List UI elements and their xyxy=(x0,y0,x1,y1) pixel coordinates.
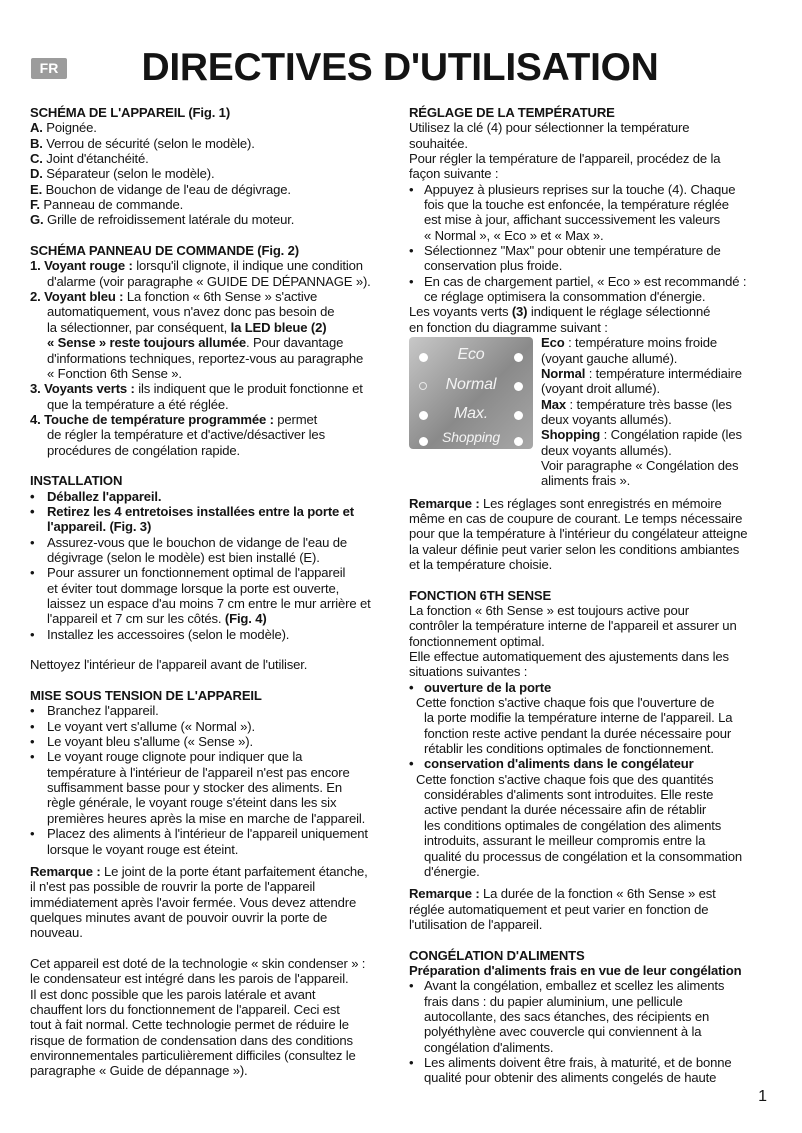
bullet-item: • Avant la congélation, emballez et scellez les aliments xyxy=(409,978,725,994)
bullet-cont: Cette fonction s'active chaque fois que des quantités xyxy=(416,771,714,787)
legend-item-cont: aliments frais ». xyxy=(541,473,631,489)
bullet-cont: la porte modifie la température interne de l'appareil. La xyxy=(424,710,733,726)
power-on-section xyxy=(30,688,396,1079)
remark-line: nouveau. xyxy=(30,925,83,941)
legend-item: Max : température très basse (les xyxy=(541,396,732,412)
right-column xyxy=(409,105,774,1086)
temperature-diagram xyxy=(409,335,774,488)
list-item: 2. Voyant bleu : La fonction « 6th Sense » s'active xyxy=(30,289,318,305)
section-heading: CONGÉLATION D'ALIMENTS xyxy=(409,947,585,963)
legend-item: Normal : température intermédiaire xyxy=(541,365,742,381)
remark: Remarque : Le joint de la porte étant parfaitement étanche, xyxy=(30,863,368,879)
remark-line: même en cas de coupure de courant. Le temps nécessaire xyxy=(409,510,743,526)
remark: Remarque : Les réglages sont enregistrés en mémoire xyxy=(409,495,722,511)
bullet-icon: • xyxy=(30,718,35,734)
list-item-cont: « Fonction 6th Sense ». xyxy=(47,365,182,381)
remark-line: pour que la température à l'intérieur du congélateur atteigne xyxy=(409,526,748,542)
list-item-cont: la sélectionner, par conséquent, la LED bleue (2) xyxy=(47,319,327,335)
bullet-item: • Placez des aliments à l'intérieur de l'appareil uniquement xyxy=(30,826,368,842)
section-heading: SCHÉMA DE L'APPAREIL (Fig. 1) xyxy=(30,105,231,120)
bullet-icon: • xyxy=(30,626,35,642)
bullet-cont: lorsque le voyant rouge est éteint. xyxy=(47,841,239,857)
paragraph-line: chauffent lors du fonctionnement de l'appareil. Ceci est xyxy=(30,1001,340,1017)
remark-line: l'utilisation de l'appareil. xyxy=(409,916,543,932)
part-item: C. Joint d'étanchéité. xyxy=(30,151,149,167)
bullet-item: • Pour assurer un fonctionnement optimal de l'appareil xyxy=(30,565,346,581)
section-heading: FONCTION 6TH SENSE xyxy=(409,587,552,603)
paragraph-line: Cet appareil est doté de la technologie « skin condenser » : xyxy=(30,955,366,971)
bullet-cont: fonction reste active pendant la durée nécessaire pour xyxy=(424,725,732,741)
temperature-section xyxy=(409,105,774,572)
legend-item-cont: (voyant gauche allumé). xyxy=(541,350,678,366)
bullet-cont: considérables d'aliments sont introduites. Elle reste xyxy=(424,787,714,803)
paragraph-line: paragraphe « Guide de dépannage »). xyxy=(30,1063,248,1079)
list-item-cont: procédures de congélation rapide. xyxy=(47,442,241,458)
list-item-cont: automatiquement, vous n'avez donc pas besoin de xyxy=(47,304,335,320)
bullet-cont: rétablir les conditions optimales de fonctionnement. xyxy=(424,741,714,757)
part-item: D. Séparateur (selon le modèle). xyxy=(30,166,215,182)
paragraph-line: contrôler la température interne de l'appareil et assurer un xyxy=(409,618,737,634)
list-item-cont: d'informations techniques, reportez-vous au paragraphe xyxy=(47,350,364,366)
bullet-icon: • xyxy=(409,243,414,259)
remark-line: et la température choisie. xyxy=(409,556,553,572)
part-item: B. Verrou de sécurité (selon le modèle). xyxy=(30,135,255,151)
remark-line: la valeur définie peut varier selon les conditions ambiantes xyxy=(409,541,740,557)
remark-line: il n'est pas possible de rouvrir la porte de l'appareil xyxy=(30,879,315,895)
parts-list xyxy=(30,120,396,227)
bullet-item: • Retirez les 4 entretoises installées entre la porte et xyxy=(30,503,355,519)
panel-label-eco: Eco xyxy=(457,346,485,364)
bullet-cont: polyéthylène avec couvercle qui conviennent à la xyxy=(424,1024,702,1040)
diagram-legend xyxy=(541,335,774,488)
freezing-section xyxy=(409,948,774,1086)
appliance-diagram-section xyxy=(30,105,396,228)
list-item-cont: d'alarme (voir paragraphe « GUIDE DE DÉPANNAGE »). xyxy=(47,273,371,289)
paragraph-line: Il est donc possible que les parois latérale et avant xyxy=(30,986,316,1002)
part-item: G. Grille de refroidissement latérale du moteur. xyxy=(30,212,295,228)
remark-line: immédiatement après l'avoir fermée. Vous devez attendre xyxy=(30,894,357,910)
bullet-cont: Cette fonction s'active chaque fois que l'ouverture de xyxy=(416,695,715,711)
paragraph-line: Elle effectue automatiquement des ajustements dans les xyxy=(409,649,729,665)
legend-item: Eco : température moins froide xyxy=(541,335,717,351)
paragraph-line: Utilisez la clé (4) pour sélectionner la température xyxy=(409,120,690,136)
bullet-icon: • xyxy=(409,181,414,197)
bullet-icon: • xyxy=(30,749,35,765)
page-number: 1 xyxy=(758,1088,767,1105)
section-heading: RÉGLAGE DE LA TEMPÉRATURE xyxy=(409,105,615,120)
control-panel-image xyxy=(409,337,533,449)
part-item: E. Bouchon de vidange de l'eau de dégivrage. xyxy=(30,181,291,197)
bullet-item: • conservation d'aliments dans le congélateur xyxy=(409,756,694,772)
legend-item: Shopping : Congélation rapide (les xyxy=(541,427,742,443)
paragraph-line: environnementales particulièrement difficiles (consultez le xyxy=(30,1047,356,1063)
paragraph-line: tout à fait normal. Cette technologie permet de réduire le xyxy=(30,1017,349,1033)
paragraph-line: souhaitée. xyxy=(409,135,468,151)
bullet-icon: • xyxy=(409,978,414,994)
bullet-item: • Déballez l'appareil. xyxy=(30,488,162,504)
bullet-cont: « Normal », « Eco » et « Max ». xyxy=(424,227,604,243)
bullet-icon: • xyxy=(30,488,35,504)
sixth-sense-section xyxy=(409,588,774,933)
paragraph-line: façon suivante : xyxy=(409,166,499,182)
list-item: 4. Touche de température programmée : permet xyxy=(30,411,318,427)
part-item: F. Panneau de commande. xyxy=(30,197,184,213)
bullet-item: • ouverture de la porte xyxy=(409,679,552,695)
bullet-cont: d'énergie. xyxy=(424,863,480,879)
paragraph: Nettoyez l'intérieur de l'appareil avant de l'utiliser. xyxy=(30,657,308,673)
bullet-item: • Installez les accessoires (selon le modèle). xyxy=(30,626,290,642)
bullet-icon: • xyxy=(30,734,35,750)
bullet-cont: congélation d'aliments. xyxy=(424,1039,554,1055)
bullet-cont: fois que la touche est enfoncée, la température réglée xyxy=(424,197,729,213)
list-item-cont: « Sense » reste toujours allumée. Pour davantage xyxy=(47,335,344,351)
paragraph-line: le condensateur est intégré dans les parois de l'appareil. xyxy=(30,971,349,987)
bullet-icon: • xyxy=(409,273,414,289)
bullet-cont: qualité du processus de congélation et la consommation xyxy=(424,848,742,864)
bullet-cont: et éviter tout dommage lorsque la porte est ouverte, xyxy=(47,580,340,596)
bullet-item: • Les aliments doivent être frais, à maturité, et de bonne xyxy=(409,1054,732,1070)
panel-label-shopping: Shopping xyxy=(442,429,500,446)
bullet-item: • Le voyant rouge clignote pour indiquer que la xyxy=(30,749,303,765)
left-column xyxy=(30,105,396,1079)
legend-item-cont: deux voyants allumés). xyxy=(541,442,672,458)
paragraph-line: risque de formation de condensation dans des conditions xyxy=(30,1032,353,1048)
remark-line: quelques minutes avant de pouvoir ouvrir la porte de xyxy=(30,909,328,925)
list-item: 3. Voyants verts : ils indiquent que le produit fonctionne et xyxy=(30,381,363,397)
section-subheading: Préparation d'aliments frais en vue de leur congélation xyxy=(409,962,742,978)
bullet-cont: dégivrage (selon le modèle) est bien installé (E). xyxy=(47,549,320,565)
paragraph-line: fonctionnement optimal. xyxy=(409,633,545,649)
bullet-cont: l'appareil et 7 cm sur les côtés. (Fig. 4) xyxy=(47,611,267,627)
bullet-cont: autocollante, des sacs étanches, des récipients en xyxy=(424,1008,710,1024)
paragraph-line: Les voyants verts (3) indiquent le réglage sélectionné xyxy=(409,304,711,320)
bullet-cont: les conditions optimales de congélation des aliments xyxy=(424,817,722,833)
paragraph-line: situations suivantes : xyxy=(409,664,528,680)
bullet-cont: frais dans : du papier aluminium, une pellicule xyxy=(424,993,683,1009)
bullet-cont: l'appareil. (Fig. 3) xyxy=(47,519,152,535)
bullet-cont: conservation plus froide. xyxy=(424,258,563,274)
bullet-icon: • xyxy=(409,1054,414,1070)
paragraph-line: La fonction « 6th Sense » est toujours active pour xyxy=(409,603,690,618)
remark: Remarque : La durée de la fonction « 6th Sense » est xyxy=(409,886,716,902)
bullet-cont: ce réglage optimisera la consommation d'énergie. xyxy=(424,289,706,305)
list-item-cont: que la température a été réglée. xyxy=(47,396,229,412)
bullet-icon: • xyxy=(30,826,35,842)
bullet-cont: introduits, assurant le meilleur compromis entre la xyxy=(424,833,706,849)
part-item: A. Poignée. xyxy=(30,120,97,136)
bullet-cont: suffisamment basse pour y stocker des aliments. En xyxy=(47,780,343,796)
list-item: 1. Voyant rouge : lorsqu'il clignote, il indique une condition xyxy=(30,258,363,274)
bullet-item: • En cas de chargement partiel, « Eco » est recommandé : xyxy=(409,273,747,289)
section-heading: MISE SOUS TENSION DE L'APPAREIL xyxy=(30,688,262,704)
bullet-icon: • xyxy=(30,503,35,519)
language-badge: FR xyxy=(31,58,67,79)
bullet-icon: • xyxy=(30,534,35,550)
bullet-icon: • xyxy=(409,756,414,772)
section-heading: SCHÉMA PANNEAU DE COMMANDE (Fig. 2) xyxy=(30,243,299,259)
remark-line: réglée automatiquement et peut varier en fonction de xyxy=(409,901,709,917)
bullet-item: • Assurez-vous que le bouchon de vidange de l'eau de xyxy=(30,534,348,550)
bullet-cont: qualité pour obtenir des aliments congelés de haute xyxy=(424,1070,717,1086)
bullet-item: • Le voyant vert s'allume (« Normal »). xyxy=(30,718,255,734)
installation-section xyxy=(30,473,396,672)
bullet-item: • Appuyez à plusieurs reprises sur la touche (4). Chaque xyxy=(409,181,736,197)
bullet-cont: active pendant la durée nécessaire afin de rétablir xyxy=(424,802,707,818)
bullet-cont: est mise à jour, affichant successivement les valeurs xyxy=(424,212,721,228)
legend-item-cont: deux voyants allumés). xyxy=(541,411,672,427)
bullet-item: • Sélectionnez "Max" pour obtenir une température de xyxy=(409,243,721,259)
panel-label-normal: Normal xyxy=(445,376,497,394)
bullet-item: • Branchez l'appareil. xyxy=(30,703,159,719)
bullet-cont: règle générale, le voyant rouge s'éteint dans les six xyxy=(47,795,337,811)
control-panel-section xyxy=(30,243,396,458)
bullet-cont: premières heures après la mise en marche de l'appareil. xyxy=(47,810,366,826)
legend-item-cont: Voir paragraphe « Congélation des xyxy=(541,457,739,473)
bullet-cont: température à l'intérieur de l'appareil n'est pas encore xyxy=(47,764,350,780)
list-item-cont: de régler la température et d'active/désactiver les xyxy=(47,427,325,443)
paragraph-line: en fonction du diagramme suivant : xyxy=(409,319,608,335)
bullet-icon: • xyxy=(409,679,414,695)
page-title: DIRECTIVES D'UTILISATION xyxy=(141,46,659,89)
legend-item-cont: (voyant droit allumé). xyxy=(541,381,660,397)
bullet-item: • Le voyant bleu s'allume (« Sense »). xyxy=(30,734,253,750)
bullet-cont: laissez un espace d'au moins 7 cm entre le mur arrière et xyxy=(47,596,371,611)
section-heading: INSTALLATION xyxy=(30,473,123,489)
paragraph-line: Pour régler la température de l'appareil, procédez de la xyxy=(409,151,721,167)
bullet-icon: • xyxy=(30,703,35,719)
bullet-icon: • xyxy=(30,565,35,581)
panel-label-max: Max. xyxy=(453,405,489,423)
